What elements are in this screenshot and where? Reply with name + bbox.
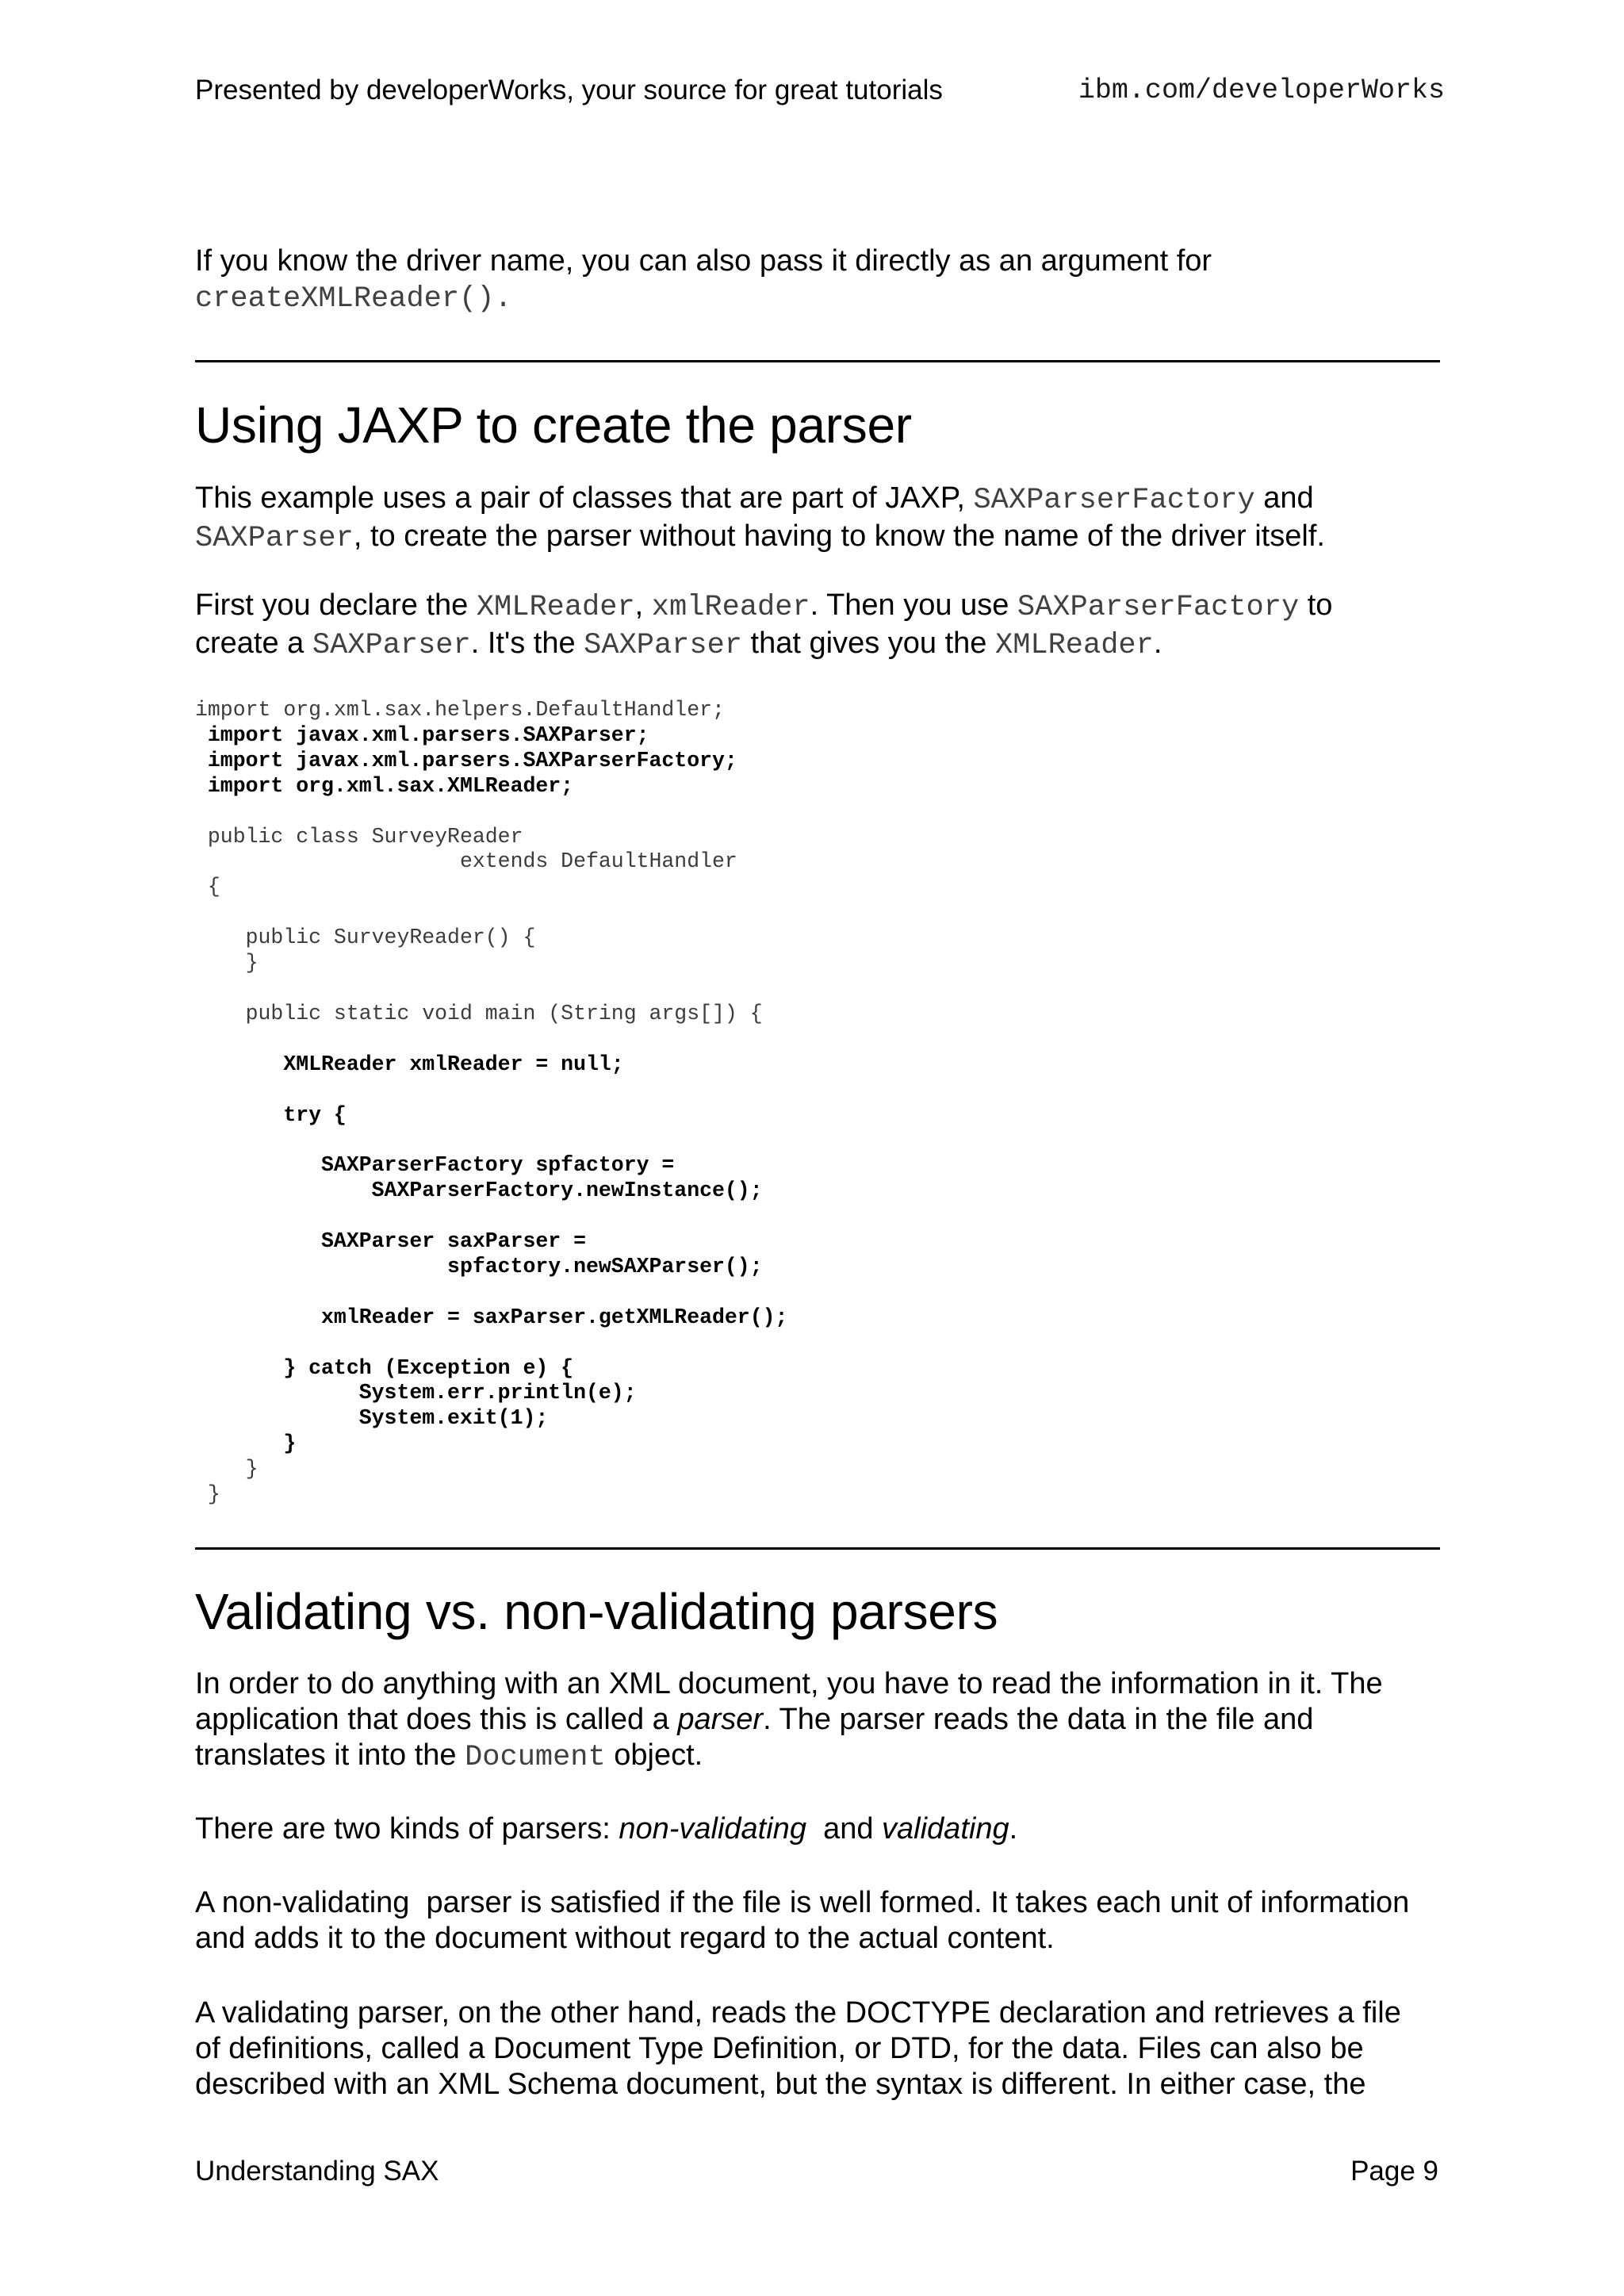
code-run: XMLReader (994, 629, 1154, 662)
code-line: import org.xml.sax.XMLReader; (195, 773, 574, 798)
section-title: Using JAXP to create the parser (195, 397, 912, 454)
text-run: , to create the parser without having to know the name of the driver itself. (353, 519, 1325, 553)
validating-paragraph-2 (195, 1811, 1440, 1847)
code-line: extends DefaultHandler (195, 849, 737, 874)
code-line: { (195, 875, 220, 899)
section-jaxp (195, 395, 1440, 455)
text-run: . (1009, 1812, 1018, 1846)
emphasis-run: non-validating (619, 1812, 806, 1846)
code-line: } (195, 1457, 259, 1481)
text-run: In order to do anything with an XML document, you have to read the information in it. The (195, 1667, 1383, 1700)
code-line: spfactory.newSAXParser(); (195, 1254, 763, 1278)
jaxp-paragraph-2 (195, 588, 1440, 664)
code-run: SAXParser (195, 522, 354, 555)
code-line: System.exit(1); (195, 1406, 549, 1431)
code-line: SAXParser saxParser = (195, 1229, 586, 1254)
code-line: } (195, 1482, 220, 1507)
text-run: This example uses a pair of classes that are part of JAXP, (195, 481, 974, 515)
text-run: create a (195, 627, 312, 660)
code-line: import javax.xml.parsers.SAXParser; (195, 723, 649, 747)
code-run: xmlReader (651, 591, 810, 624)
code-line: try { (195, 1102, 347, 1127)
text-run: First you declare the (195, 588, 477, 622)
intro-code: createXMLReader(). (195, 282, 512, 316)
code-line: public class SurveyReader (195, 824, 523, 849)
section-validating (195, 1581, 1440, 1642)
section-divider (195, 1547, 1440, 1550)
text-run: that gives you the (742, 627, 995, 660)
text-run: , (634, 588, 652, 622)
validating-paragraph-1 (195, 1666, 1440, 1776)
text-run: to (1299, 588, 1333, 622)
intro-paragraph (195, 243, 1440, 317)
code-run: XMLReader (476, 591, 635, 624)
code-line: } catch (Exception e) { (195, 1355, 574, 1380)
intro-text: If you know the driver name, you can also pass it directly as an argument for (195, 244, 1212, 278)
validating-paragraph-4 (195, 1995, 1440, 2102)
code-line: SAXParserFactory.newInstance(); (195, 1179, 763, 1203)
text-run: application that does this is called a (195, 1703, 678, 1736)
code-run: SAXParser (312, 629, 471, 662)
text-run: . The parser reads the data in the file and (763, 1703, 1314, 1736)
text-run: object. (605, 1738, 703, 1772)
emphasis-run: validating (882, 1812, 1009, 1846)
code-line: } (195, 951, 259, 976)
code-run: Document (465, 1741, 606, 1774)
code-line: xmlReader = saxParser.getXMLReader(); (195, 1305, 788, 1329)
code-line: XMLReader xmlReader = null; (195, 1052, 624, 1076)
text-line: A non-validating parser is satisfied if the file is well formed. It takes each unit of information (195, 1886, 1410, 1919)
text-line: of definitions, called a Document Type Definition, or DTD, for the data. Files can also be (195, 2032, 1364, 2065)
code-run: SAXParserFactory (973, 484, 1255, 517)
code-line: import org.xml.sax.helpers.DefaultHandler; (195, 698, 725, 722)
code-run: SAXParser (584, 629, 742, 662)
text-run: . (1153, 627, 1162, 660)
text-run: and (806, 1812, 883, 1846)
text-line: and adds it to the document without regard to the actual content. (195, 1922, 1055, 1955)
code-line: } (195, 1432, 297, 1456)
section-divider (195, 360, 1440, 362)
code-run: SAXParserFactory (1017, 591, 1300, 624)
text-run: translates it into the (195, 1738, 465, 1772)
text-run: . It's the (470, 627, 584, 660)
code-line: public SurveyReader() { (195, 926, 536, 950)
section-title: Validating vs. non-validating parsers (195, 1583, 998, 1640)
code-line: import javax.xml.parsers.SAXParserFactory; (195, 748, 737, 772)
jaxp-paragraph-1 (195, 481, 1440, 557)
validating-paragraph-3 (195, 1885, 1440, 1957)
text-line: described with an XML Schema document, but the syntax is different. In either case, the (195, 2068, 1366, 2101)
text-run: . Then you use (810, 588, 1017, 622)
text-run: and (1254, 481, 1314, 515)
page-number: Page 9 (1350, 2156, 1438, 2187)
code-line: System.err.println(e); (195, 1381, 637, 1405)
code-line: SAXParserFactory spfactory = (195, 1153, 675, 1178)
footer-title: Understanding SAX (195, 2156, 439, 2187)
header-site-url: ibm.com/developerWorks (1078, 75, 1445, 106)
code-line: public static void main (String args[]) { (195, 1001, 763, 1025)
emphasis-run: parser (677, 1703, 764, 1736)
text-line: A validating parser, on the other hand, reads the DOCTYPE declaration and retrieves a file (195, 1996, 1401, 2030)
code-listing (195, 698, 787, 1508)
header-tagline: Presented by developerWorks, your source for great tutorials (195, 75, 943, 105)
text-run: There are two kinds of parsers: (195, 1812, 619, 1846)
